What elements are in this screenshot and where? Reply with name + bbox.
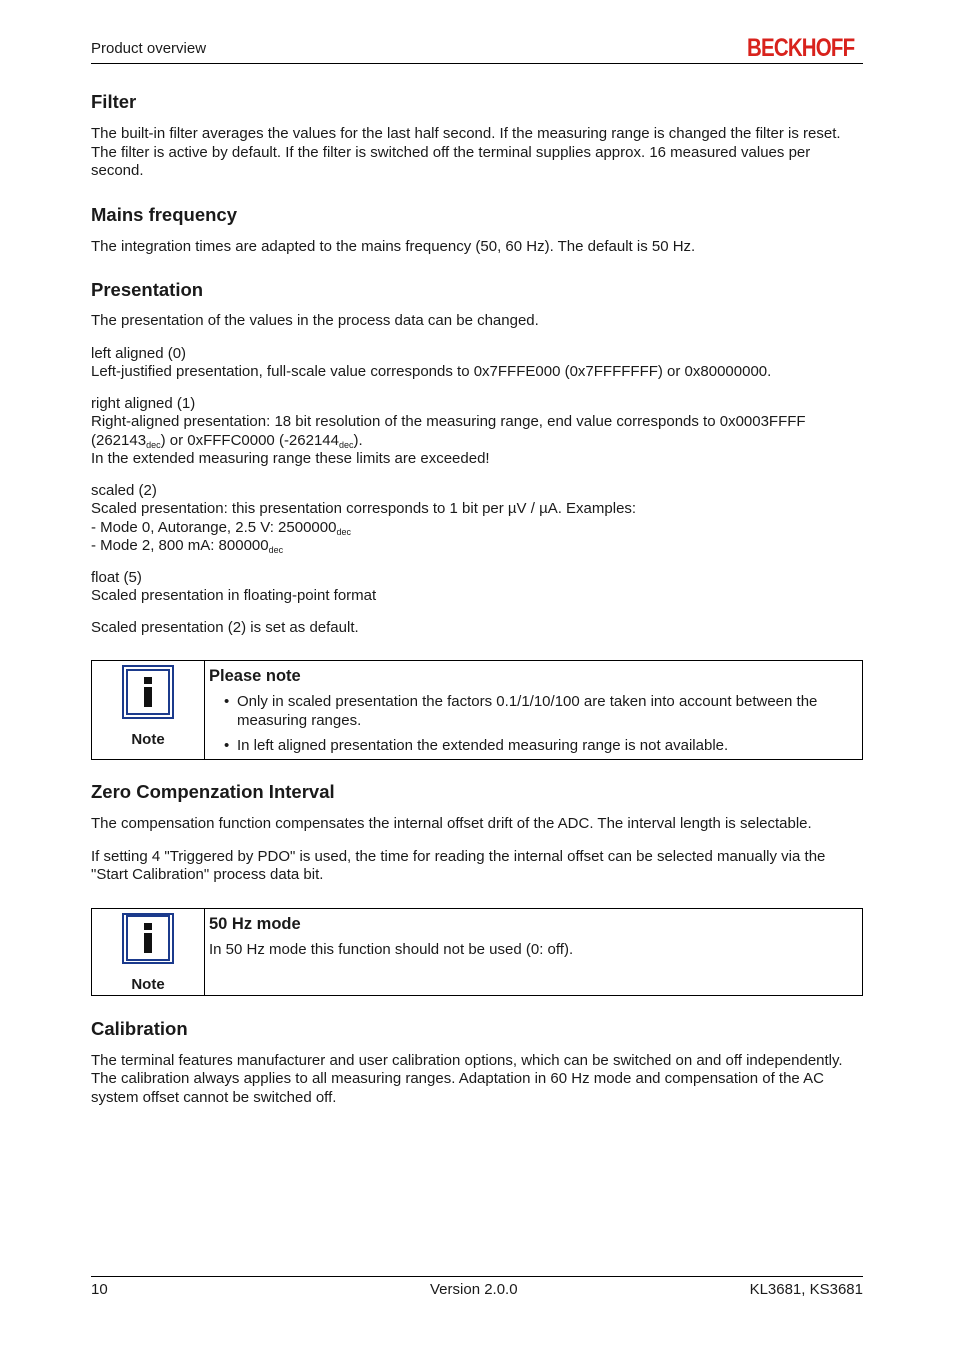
note-icon-cell [92, 909, 205, 995]
zero-text-1: The compensation function compensates the internal offset drift of the ADC. The interval length is selectable. [91, 815, 812, 832]
footer-product: KL3681, KS3681 [749, 1281, 863, 1298]
info-icon [122, 665, 174, 719]
brand-logo: BECKHOFF [747, 34, 855, 62]
left-aligned-title: left aligned (0) [91, 344, 187, 362]
note-list [209, 692, 856, 755]
right-aligned-text: Right-aligned presentation: 18 bit resolution of the measuring range, end value corresponds to 0x0003FFFF $(262143_{dec})$ or 0xFFFC0000 $(-262144_{dec})$. [91, 413, 806, 450]
mains-heading: Mains frequency [91, 203, 237, 225]
note-label: Note [131, 976, 165, 993]
header-section-title: Product overview [91, 40, 207, 57]
info-icon [122, 913, 174, 965]
footer-version: Version 2.0.0 [430, 1281, 518, 1298]
footer-page-number: 10 [91, 1281, 108, 1298]
float-title: float (5) [91, 568, 142, 586]
note-box-please-note [91, 660, 863, 760]
header-rule [91, 63, 863, 64]
list-item: • In left aligned presentation the extended measuring range is not available. [209, 736, 856, 755]
footer-rule [91, 1276, 863, 1277]
zero-heading: Zero Compenzation Interval [91, 781, 335, 802]
note-label: Note [131, 731, 165, 748]
filter-text: The built-in filter averages the values for the last half second. If the measuring range is changed the filter is reset. The filter is active by default. If the filter is switched off the terminal supplies approx. 16 measured values per second. [91, 125, 841, 179]
left-aligned-text: Left-justified presentation, full-scale value corresponds to 0x7FFFE000 (0x7FFFFFFF) or 0x80000000. [91, 363, 772, 380]
note-title: 50 Hz mode [209, 914, 301, 933]
note-icon-cell [92, 661, 205, 759]
right-aligned-note: In the extended measuring range these limits are exceeded! [91, 450, 490, 467]
note-box-50hz [91, 908, 863, 996]
note-body [205, 909, 862, 995]
note-body [205, 661, 862, 759]
scaled-title: scaled (2) [91, 481, 157, 499]
float-text: Scaled presentation in floating-point format [91, 587, 377, 604]
presentation-intro: The presentation of the values in the process data can be changed. [91, 312, 539, 329]
scaled-text: Scaled presentation: this presentation corresponds to 1 bit per µV / µA. Examples: [91, 500, 637, 517]
filter-heading: Filter [91, 91, 137, 112]
page-content [91, 91, 863, 1107]
note-title: Please note [209, 667, 301, 685]
note-text: In 50 Hz mode this function should not be used (0: off). [209, 940, 574, 958]
scaled-example-2: - Mode 2, 800 mA: $800000_{dec}$ [91, 537, 284, 555]
default-text: Scaled presentation (2) is set as default. [91, 618, 359, 636]
scaled-example-1: - Mode 0, Autorange, 2.5 V: $2500000_{dec}$ [91, 518, 351, 537]
calibration-text: The terminal features manufacturer and user calibration options, which can be switched on and off independently. The calibration always applies to all measuring ranges. Adaptation in 60 Hz mode and compensation of the AC system offset cannot be switched off. [91, 1051, 843, 1106]
calibration-heading: Calibration [91, 1017, 188, 1039]
zero-text-2: If setting 4 "Triggered by PDO" is used, the time for reading the internal offset can be selected manually via the "Start Calibration" process data bit. [91, 847, 826, 883]
list-item: • Only in scaled presentation the factors 0.1/1/10/100 are taken into account between the measuring ranges. [209, 692, 856, 730]
right-aligned-title: right aligned (1) [91, 394, 196, 412]
mains-text: The integration times are adapted to the mains frequency (50, 60 Hz). The default is 50 Hz. [91, 237, 696, 255]
presentation-heading: Presentation [91, 279, 204, 300]
